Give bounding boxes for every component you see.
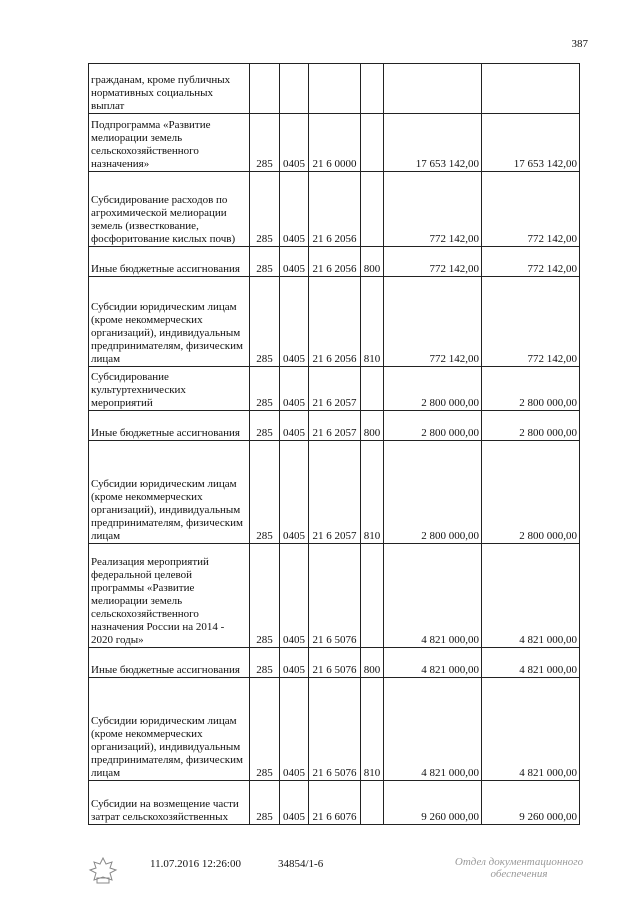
table-row [89, 247, 580, 277]
expense-type-cell [361, 172, 384, 247]
ved-code-cell [250, 64, 280, 114]
amount-1-cell: 9 260 000,00 [384, 781, 482, 825]
amount-1-cell: 4 821 000,00 [384, 544, 482, 648]
amount-2-cell: 2 800 000,00 [482, 441, 580, 544]
target-article-cell: 21 6 5076 [309, 678, 361, 781]
amount-2-cell: 4 821 000,00 [482, 648, 580, 678]
row-name-cell: Субсидирование расходов по агрохимической мелиорации земель (известкование, фосфоритование кислых почв) [89, 172, 250, 247]
ved-code-cell: 285 [250, 441, 280, 544]
expense-type-cell: 810 [361, 441, 384, 544]
amount-2-cell: 2 800 000,00 [482, 367, 580, 411]
amount-1-cell: 772 142,00 [384, 172, 482, 247]
table-row [89, 367, 580, 411]
ved-code-cell: 285 [250, 172, 280, 247]
target-article-cell [309, 64, 361, 114]
ved-code-cell: 285 [250, 781, 280, 825]
expense-type-cell [361, 367, 384, 411]
ved-code-cell: 285 [250, 648, 280, 678]
table-row [89, 411, 580, 441]
stamp-line-1: Отдел документационного [454, 856, 584, 868]
section-code-cell: 0405 [280, 114, 309, 172]
expense-type-cell: 810 [361, 678, 384, 781]
amount-2-cell [482, 64, 580, 114]
row-name-cell: Субсидии юридическим лицам (кроме некоммерческих организаций), индивидуальным предпринимателям, физическим лицам [89, 678, 250, 781]
amount-1-cell [384, 64, 482, 114]
expense-type-cell: 800 [361, 247, 384, 277]
table-row [89, 544, 580, 648]
amount-1-cell: 772 142,00 [384, 277, 482, 367]
page-number: 387 [571, 38, 588, 50]
table-row [89, 277, 580, 367]
amount-2-cell: 9 260 000,00 [482, 781, 580, 825]
row-name-cell: Субсидии на возмещение части затрат сельскохозяйственных [89, 781, 250, 825]
amount-1-cell: 2 800 000,00 [384, 411, 482, 441]
amount-1-cell: 4 821 000,00 [384, 648, 482, 678]
amount-2-cell: 17 653 142,00 [482, 114, 580, 172]
table-row [89, 648, 580, 678]
row-name-cell: гражданам, кроме публичных нормативных социальных выплат [89, 64, 250, 114]
section-code-cell: 0405 [280, 277, 309, 367]
table-row [89, 781, 580, 825]
ved-code-cell: 285 [250, 678, 280, 781]
ved-code-cell: 285 [250, 247, 280, 277]
section-code-cell: 0405 [280, 411, 309, 441]
footer-datetime: 11.07.2016 12:26:00 [150, 858, 241, 870]
amount-2-cell: 772 142,00 [482, 247, 580, 277]
target-article-cell: 21 6 2057 [309, 411, 361, 441]
table-row [89, 64, 580, 114]
amount-2-cell: 2 800 000,00 [482, 411, 580, 441]
section-code-cell: 0405 [280, 172, 309, 247]
office-stamp [444, 856, 594, 880]
table-row [89, 678, 580, 781]
amount-1-cell: 772 142,00 [384, 247, 482, 277]
section-code-cell: 0405 [280, 544, 309, 648]
footer-doc-number: 34854/1-6 [278, 858, 324, 870]
row-name-cell: Субсидирование культуртехнических мероприятий [89, 367, 250, 411]
section-code-cell [280, 64, 309, 114]
ved-code-cell: 285 [250, 411, 280, 441]
expense-type-cell [361, 114, 384, 172]
table-row [89, 441, 580, 544]
amount-1-cell: 4 821 000,00 [384, 678, 482, 781]
expense-type-cell [361, 544, 384, 648]
target-article-cell: 21 6 2056 [309, 277, 361, 367]
target-article-cell: 21 6 5076 [309, 648, 361, 678]
target-article-cell: 21 6 2056 [309, 247, 361, 277]
row-name-cell: Иные бюджетные ассигнования [89, 247, 250, 277]
amount-2-cell: 4 821 000,00 [482, 678, 580, 781]
amount-1-cell: 17 653 142,00 [384, 114, 482, 172]
ved-code-cell: 285 [250, 544, 280, 648]
section-code-cell: 0405 [280, 247, 309, 277]
amount-1-cell: 2 800 000,00 [384, 441, 482, 544]
section-code-cell: 0405 [280, 441, 309, 544]
ved-code-cell: 285 [250, 277, 280, 367]
section-code-cell: 0405 [280, 367, 309, 411]
target-article-cell: 21 6 0000 [309, 114, 361, 172]
ved-code-cell: 285 [250, 114, 280, 172]
row-name-cell: Иные бюджетные ассигнования [89, 648, 250, 678]
expense-type-cell: 810 [361, 277, 384, 367]
expense-type-cell: 800 [361, 648, 384, 678]
section-code-cell: 0405 [280, 678, 309, 781]
amount-2-cell: 4 821 000,00 [482, 544, 580, 648]
page-footer [0, 856, 640, 896]
amount-1-cell: 2 800 000,00 [384, 367, 482, 411]
amount-2-cell: 772 142,00 [482, 277, 580, 367]
table-row [89, 114, 580, 172]
target-article-cell: 21 6 6076 [309, 781, 361, 825]
row-name-cell: Субсидии юридическим лицам (кроме некоммерческих организаций), индивидуальным предпринимателям, физическим лицам [89, 441, 250, 544]
target-article-cell: 21 6 2057 [309, 367, 361, 411]
expense-type-cell: 800 [361, 411, 384, 441]
budget-table [88, 63, 580, 825]
target-article-cell: 21 6 5076 [309, 544, 361, 648]
row-name-cell: Иные бюджетные ассигнования [89, 411, 250, 441]
ved-code-cell: 285 [250, 367, 280, 411]
stamp-line-2: обеспечения [490, 868, 548, 880]
target-article-cell: 21 6 2057 [309, 441, 361, 544]
table-row [89, 172, 580, 247]
target-article-cell: 21 6 2056 [309, 172, 361, 247]
row-name-cell: Подпрограмма «Развитие мелиорации земель сельскохозяйственного назначения» [89, 114, 250, 172]
expense-type-cell [361, 64, 384, 114]
expense-type-cell [361, 781, 384, 825]
row-name-cell: Субсидии юридическим лицам (кроме некоммерческих организаций), индивидуальным предпринимателям, физическим лицам [89, 277, 250, 367]
section-code-cell: 0405 [280, 648, 309, 678]
section-code-cell: 0405 [280, 781, 309, 825]
row-name-cell: Реализация мероприятий федеральной целевой программы «Развитие мелиорации земель сельскохозяйственного назначения России на 2014 - 2020 годы» [89, 544, 250, 648]
emblem-logo [88, 856, 118, 886]
amount-2-cell: 772 142,00 [482, 172, 580, 247]
